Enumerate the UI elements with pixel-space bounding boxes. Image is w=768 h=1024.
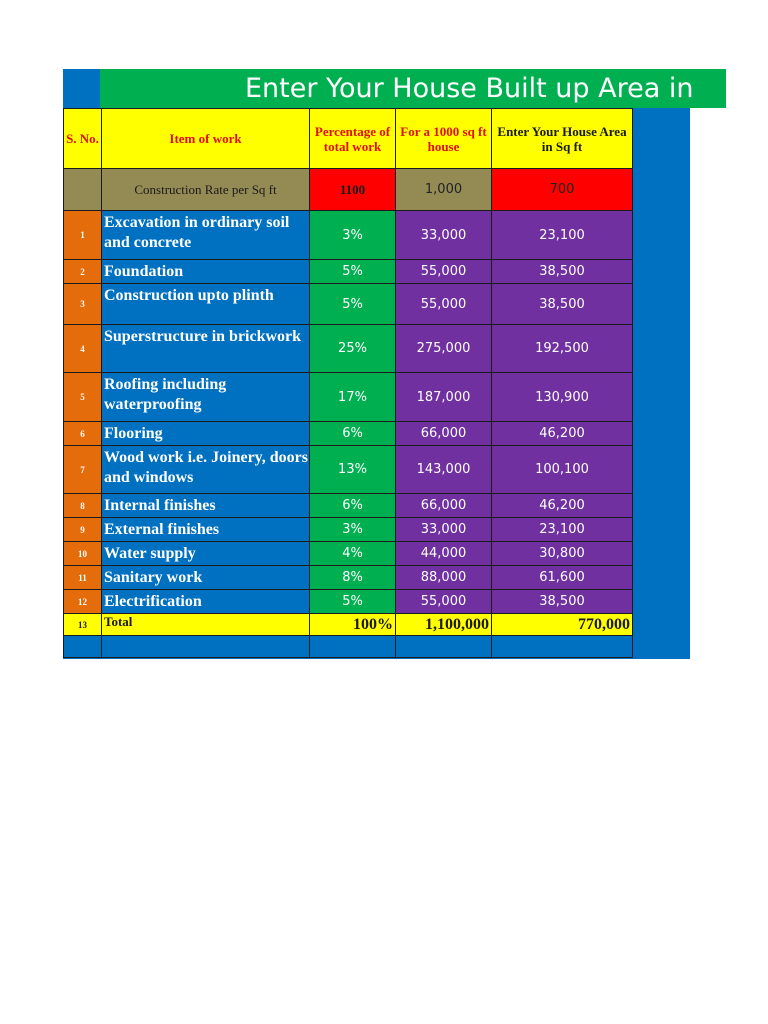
table-row — [64, 494, 633, 518]
row-number: 6 — [64, 422, 102, 446]
row-number: 5 — [64, 373, 102, 422]
total-label: Total — [102, 614, 310, 636]
base-cost-cell: 187,000 — [396, 373, 492, 422]
base-cost-cell: 88,000 — [396, 566, 492, 590]
table-row — [64, 325, 633, 373]
row-number: 2 — [64, 260, 102, 284]
blank-row — [64, 636, 633, 658]
table-row — [64, 446, 633, 494]
base-cost-cell: 33,000 — [396, 211, 492, 260]
item-of-work: Flooring — [102, 422, 310, 446]
your-cost-cell: 23,100 — [492, 211, 633, 260]
row-number: 3 — [64, 284, 102, 325]
item-of-work: Construction upto plinth — [102, 284, 310, 325]
rate-label: Construction Rate per Sq ft — [102, 169, 310, 211]
total-number: 13 — [64, 614, 102, 636]
blank-cell — [310, 636, 396, 658]
percentage-cell: 5% — [310, 590, 396, 614]
total-your-cost: 770,000 — [492, 614, 633, 636]
base-cost-cell: 55,000 — [396, 590, 492, 614]
item-of-work: Internal finishes — [102, 494, 310, 518]
percentage-cell: 5% — [310, 284, 396, 325]
table-row — [64, 518, 633, 542]
header-your-area: Enter Your House Area in Sq ft — [492, 109, 633, 169]
percentage-cell: 17% — [310, 373, 396, 422]
item-of-work: Foundation — [102, 260, 310, 284]
percentage-cell: 25% — [310, 325, 396, 373]
item-of-work: Roofing including waterproofing — [102, 373, 310, 422]
item-of-work: Wood work i.e. Joinery, doors and windows — [102, 446, 310, 494]
blank-cell — [396, 636, 492, 658]
percentage-cell: 4% — [310, 542, 396, 566]
table-row — [64, 590, 633, 614]
table-row — [64, 422, 633, 446]
your-cost-cell: 130,900 — [492, 373, 633, 422]
total-row — [64, 614, 633, 636]
base-cost-cell: 55,000 — [396, 260, 492, 284]
base-cost-cell: 143,000 — [396, 446, 492, 494]
title-left-cell — [63, 69, 100, 108]
table-row — [64, 211, 633, 260]
row-number: 7 — [64, 446, 102, 494]
rate-row — [64, 169, 633, 211]
percentage-cell: 13% — [310, 446, 396, 494]
cost-table — [63, 108, 633, 658]
row-number: 11 — [64, 566, 102, 590]
item-of-work: Excavation in ordinary soil and concrete — [102, 211, 310, 260]
your-cost-cell: 23,100 — [492, 518, 633, 542]
page-title: Enter Your House Built up Area in — [100, 69, 726, 108]
percentage-cell: 3% — [310, 211, 396, 260]
header-row — [64, 109, 633, 169]
item-of-work: Superstructure in brickwork — [102, 325, 310, 373]
header-sno: S. No. — [64, 109, 102, 169]
blank-cell — [492, 636, 633, 658]
your-cost-cell: 100,100 — [492, 446, 633, 494]
row-number: 4 — [64, 325, 102, 373]
percentage-cell: 3% — [310, 518, 396, 542]
row-number: 8 — [64, 494, 102, 518]
your-cost-cell: 38,500 — [492, 284, 633, 325]
total-base-cost: 1,100,000 — [396, 614, 492, 636]
your-cost-cell: 38,500 — [492, 260, 633, 284]
item-of-work: Sanitary work — [102, 566, 310, 590]
percentage-cell: 8% — [310, 566, 396, 590]
table-row — [64, 542, 633, 566]
your-cost-cell: 46,200 — [492, 422, 633, 446]
rate-sno-cell — [64, 169, 102, 211]
your-area-input[interactable]: 700 — [492, 169, 633, 211]
table-row — [64, 566, 633, 590]
item-of-work: Electrification — [102, 590, 310, 614]
header-percentage: Percentage of total work — [310, 109, 396, 169]
base-cost-cell: 66,000 — [396, 494, 492, 518]
base-cost-cell: 44,000 — [396, 542, 492, 566]
header-base-house: For a 1000 sq ft house — [396, 109, 492, 169]
your-cost-cell: 46,200 — [492, 494, 633, 518]
table-row — [64, 373, 633, 422]
your-cost-cell: 30,800 — [492, 542, 633, 566]
your-cost-cell: 192,500 — [492, 325, 633, 373]
blank-cell — [64, 636, 102, 658]
percentage-cell: 6% — [310, 494, 396, 518]
rate-input[interactable]: 1100 — [310, 169, 396, 211]
row-number: 10 — [64, 542, 102, 566]
percentage-cell: 5% — [310, 260, 396, 284]
total-percentage: 100% — [310, 614, 396, 636]
base-cost-cell: 275,000 — [396, 325, 492, 373]
blank-cell — [102, 636, 310, 658]
row-number: 1 — [64, 211, 102, 260]
item-of-work: External finishes — [102, 518, 310, 542]
your-cost-cell: 61,600 — [492, 566, 633, 590]
your-cost-cell: 38,500 — [492, 590, 633, 614]
row-number: 9 — [64, 518, 102, 542]
row-number: 12 — [64, 590, 102, 614]
header-item: Item of work — [102, 109, 310, 169]
base-cost-cell: 55,000 — [396, 284, 492, 325]
percentage-cell: 6% — [310, 422, 396, 446]
base-area-value: 1,000 — [396, 169, 492, 211]
table-row — [64, 260, 633, 284]
table-row — [64, 284, 633, 325]
item-of-work: Water supply — [102, 542, 310, 566]
base-cost-cell: 33,000 — [396, 518, 492, 542]
base-cost-cell: 66,000 — [396, 422, 492, 446]
